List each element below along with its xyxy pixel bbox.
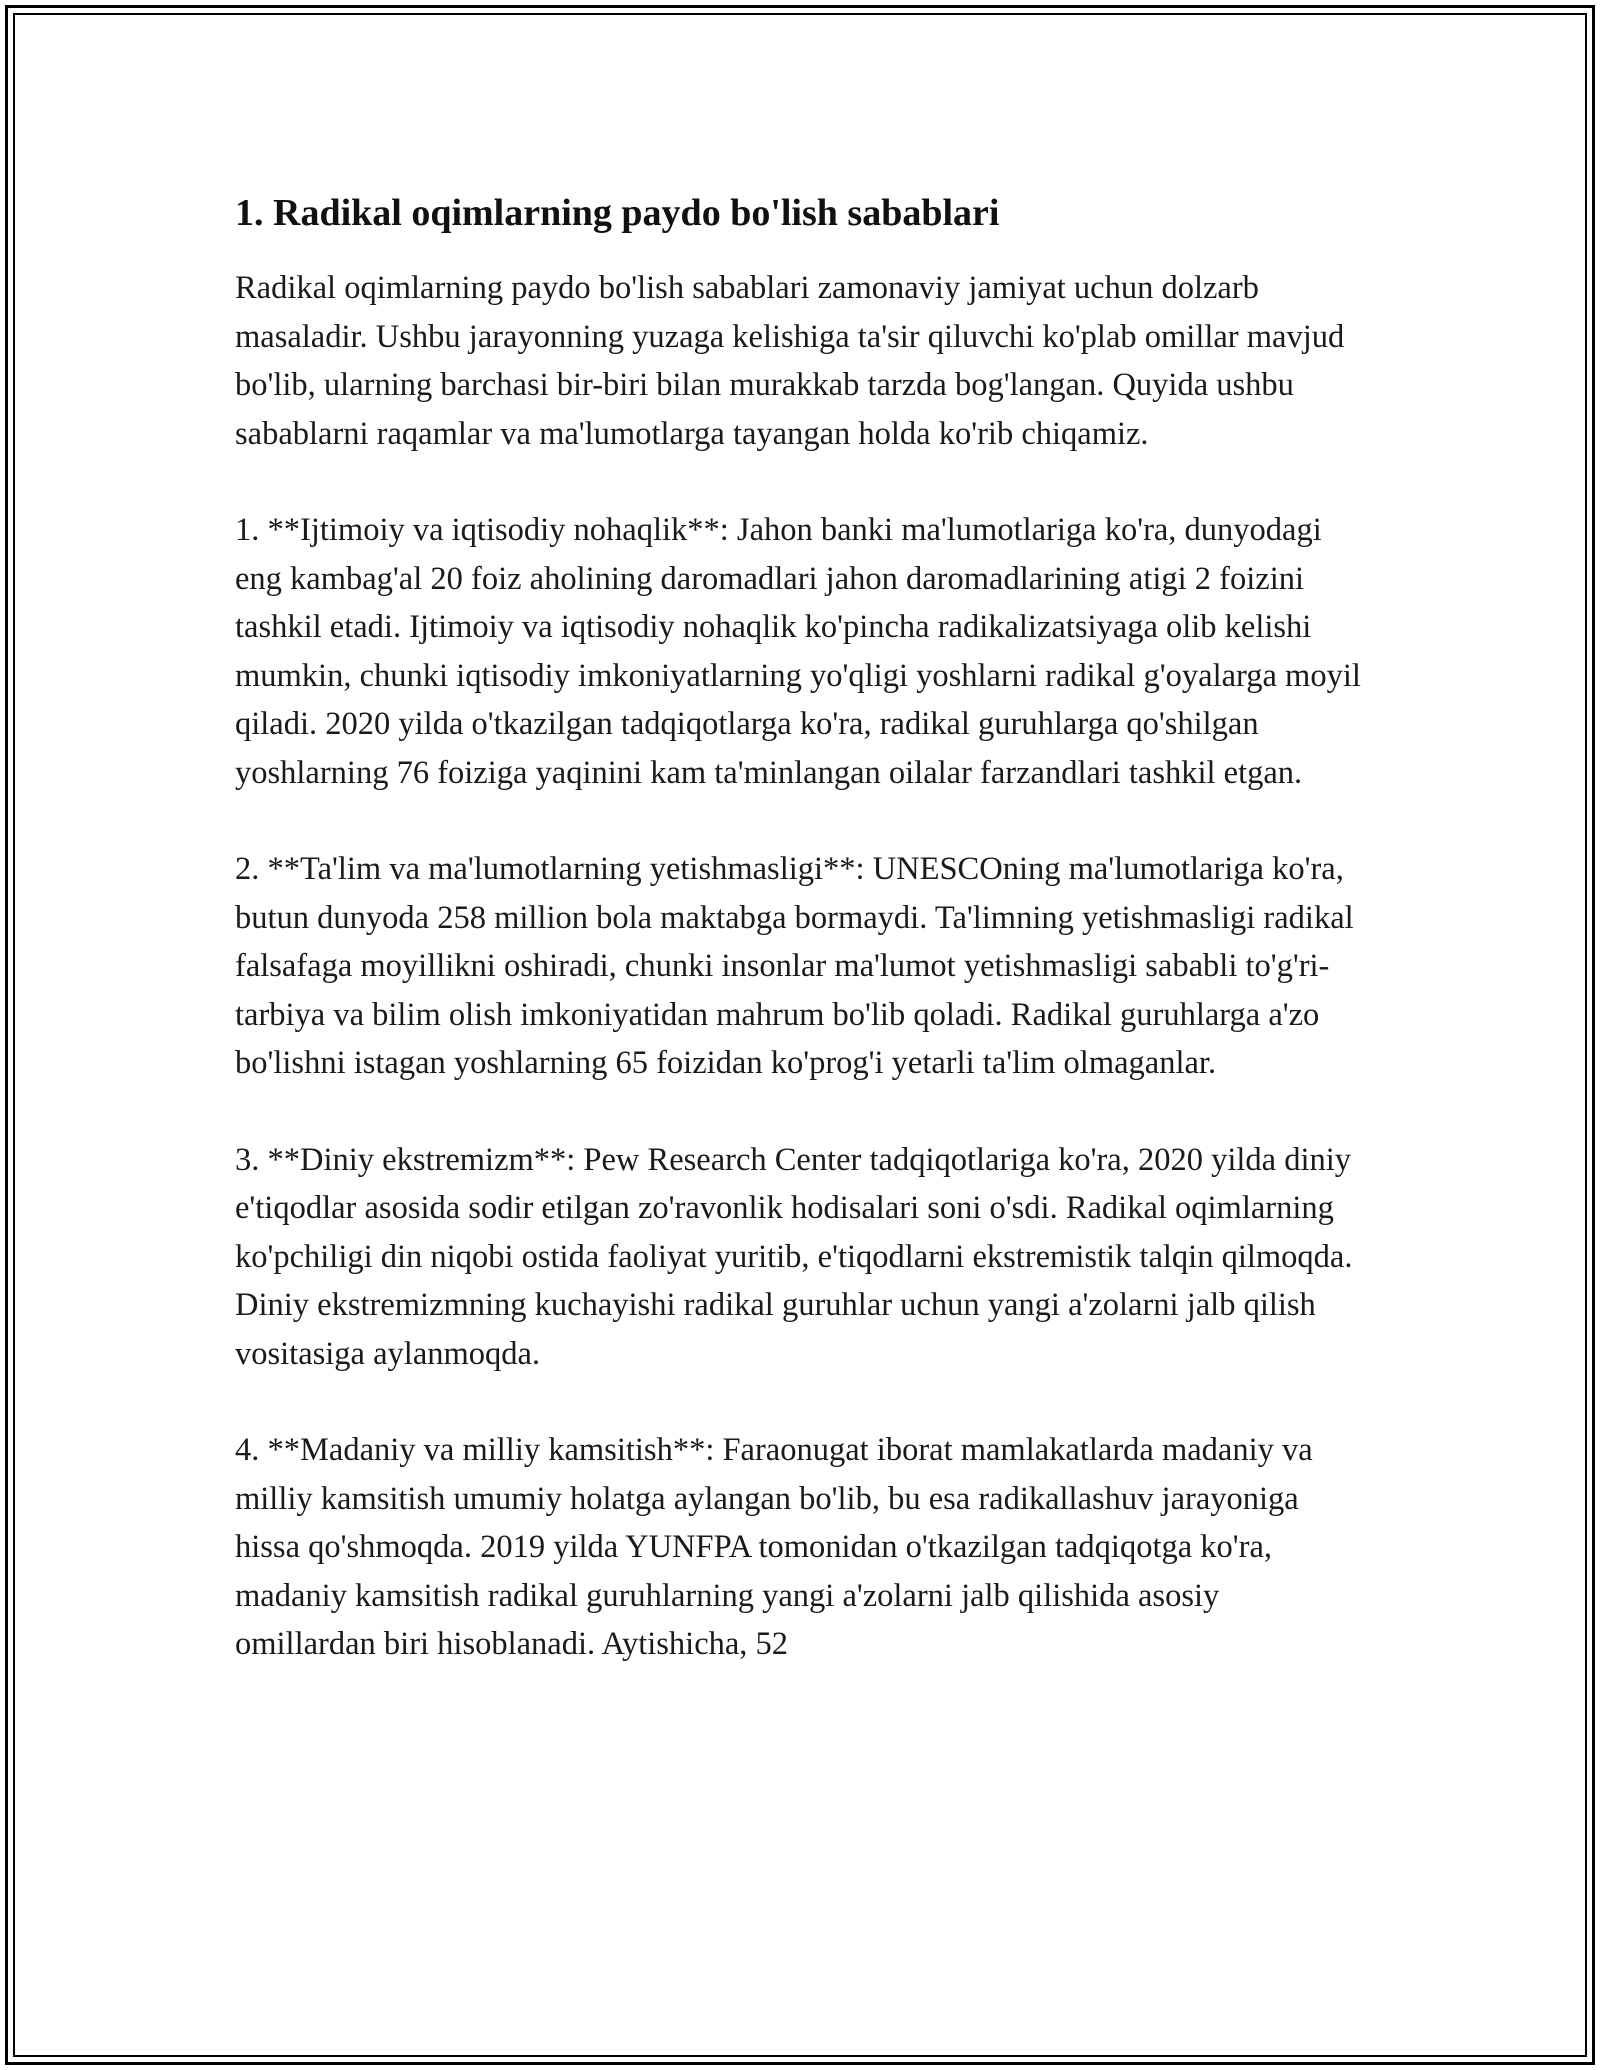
paragraph-cultural-discrimination: 4. **Madaniy va milliy kamsitish**: Faraonugat iborat mamlakatlarda madaniy va milliy kamsitish umumiy holatga aylangan bo'lib, bu esa radikallashuv jarayoniga hissa qo'shmoqda. 2019 yilda YUNFPA tomonidan o'tkazilgan tadqiqotga ko'ra, madaniy kamsitish radikal guruhlarning yangi a'zolarni jalb qilishida asosiy omillardan biri hisoblanadi. Aytishicha, 52 — [235, 1432, 1313, 1662]
paragraph-religious-extremism: 3. **Diniy ekstremizm**: Pew Research Center tadqiqotlariga ko'ra, 2020 yilda diniy e'tiqodlar asosida sodir etilgan zo'ravonlik hodisalari soni o'sdi. Radikal oqimlarning ko'pchiligi din niqobi ostida faoliyat yuritib, e'tiqodlarni ekstremistik talqin qilmoqda. Diniy ekstremizmning kuchayishi radikal guruhlar uchun yangi a'zolarni jalb qilish vositasiga aylanmoqda. — [235, 1141, 1353, 1372]
section-title: 1. Radikal oqimlarning paydo bo'lish sabablari — [235, 192, 1000, 234]
document-body — [235, 188, 1365, 1717]
paragraph-education-shortage: 2. **Ta'lim va ma'lumotlarning yetishmasligi**: UNESCOning ma'lumotlariga ko'ra, butun dunyoda 258 million bola maktabga bormaydi. Ta'limning yetishmasligi radikal falsafaga moyillikni oshiradi, chunki insonlar ma'lumot yetishmasligi sababli to'g'ri-tarbiya va bilim olish imkoniyatidan mahrum bo'lib qoladi. Radikal guruhlarga a'zo bo'lishni istagan yoshlarning 65 foizidan ko'prog'i yetarli ta'lim olmaganlar. — [235, 851, 1354, 1081]
paragraph-social-economic-inequality: 1. **Ijtimoiy va iqtisodiy nohaqlik**: Jahon banki ma'lumotlariga ko'ra, dunyodagi eng kambag'al 20 foiz aholining daromadlari jahon daromadlarining atigi 2 foizini tashkil etadi. Ijtimoiy va iqtisodiy nohaqlik ko'pincha radikalizatsiyaga olib kelishi mumkin, chunki iqtisodiy imkoniyatlarning yo'qligi yoshlarni radikal g'oyalarga moyil qiladi. 2020 yilda o'tkazilgan tadqiqotlarga ko'ra, radikal guruhlarga qo'shilgan yoshlarning 76 foiziga yaqinini kam ta'minlangan oilalar farzandlari tashkil etgan. — [235, 512, 1361, 791]
intro-paragraph: Radikal oqimlarning paydo bo'lish sabablari zamonaviy jamiyat uchun dolzarb masaladir. Ushbu jarayonning yuzaga kelishiga ta'sir qiluvchi ko'plab omillar mavjud bo'lib, ularning barchasi bir-biri bilan murakkab tarzda bog'langan. Quyida ushbu sabablarni raqamlar va ma'lumotlarga tayangan holda ko'rib chiqamiz. — [235, 270, 1345, 452]
